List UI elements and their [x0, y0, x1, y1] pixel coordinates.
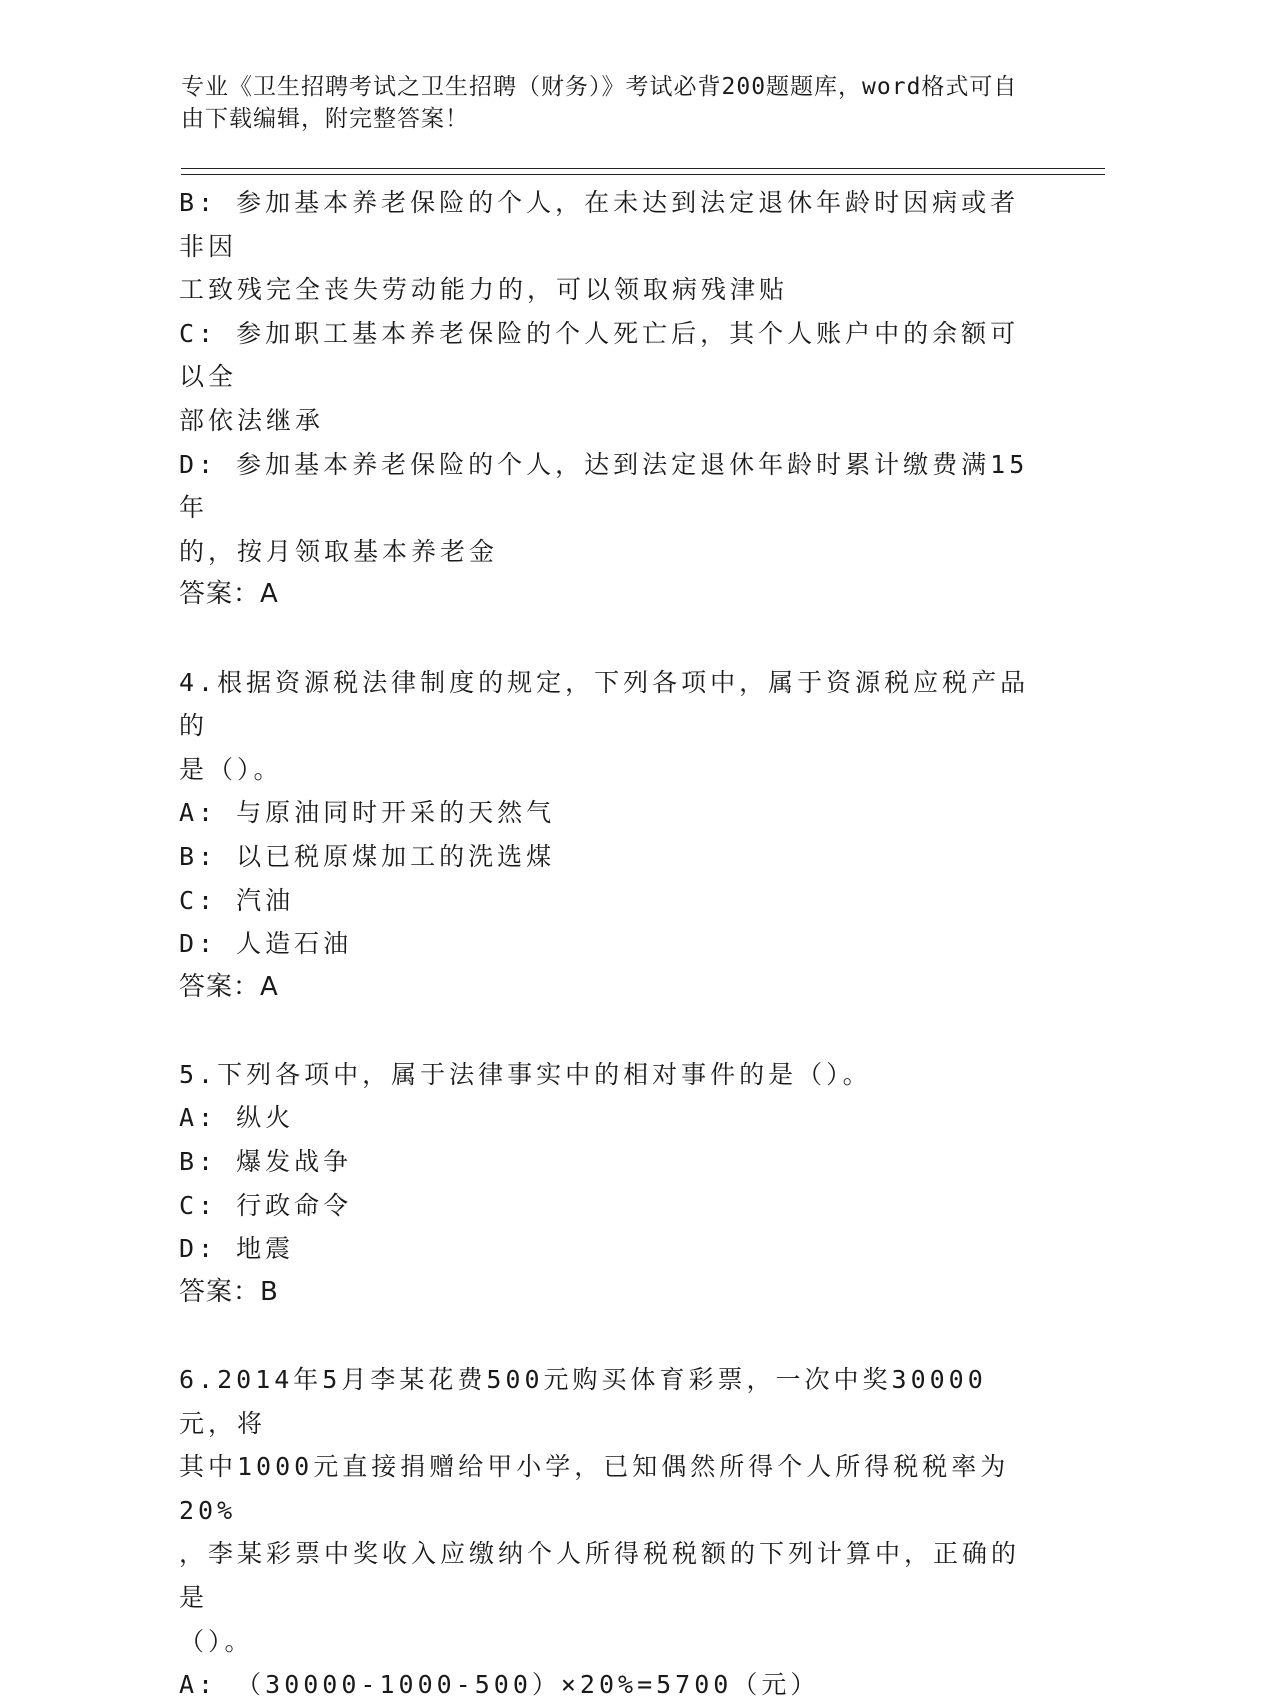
- question-stem: 6.2014年5月李某花费500元购买体育彩票，一次中奖30000元，将: [179, 1365, 987, 1438]
- option-line: 工致残完全丧失劳动能力的，可以领取病残津贴: [179, 275, 789, 305]
- question-stem: 是（）。: [179, 754, 283, 784]
- option-line: B: 以已税原煤加工的洗选煤: [179, 841, 556, 871]
- question-stem: 其中1000元直接捐赠给甲小学，已知偶然所得个人所得税税率为20%: [179, 1452, 1010, 1525]
- option-line: C: 汽油: [179, 885, 295, 915]
- option-line: C: 行政命令: [179, 1190, 353, 1220]
- question-stem: 5.下列各项中，属于法律事实中的相对事件的是（）。: [179, 1059, 872, 1089]
- question-stem: （）。: [179, 1626, 254, 1656]
- spacer: [179, 1009, 1039, 1053]
- header-rule-top: [181, 168, 1105, 169]
- option-line: B: 爆发战争: [179, 1147, 353, 1177]
- option-line: C: 参加职工基本养老保险的个人死亡后，其个人账户中的余额可以全: [179, 318, 1020, 392]
- answer-line: 答案：A: [179, 971, 279, 1002]
- option-line: D: 参加基本养老保险的个人，达到法定退休年龄时累计缴费满15年: [179, 449, 1029, 523]
- answer-line: 答案：A: [179, 579, 279, 610]
- question-block-4: [179, 661, 1039, 1010]
- question-block-6: [179, 1358, 1039, 1707]
- option-line: A: （30000-1000-500）×20%=5700（元）: [179, 1670, 820, 1700]
- spacer: [179, 617, 1039, 661]
- option-line: B: 参加基本养老保险的个人，在未达到法定退休年龄时因病或者非因: [179, 188, 1020, 261]
- answer-line: 答案：B: [179, 1276, 279, 1307]
- option-line: A: 与原油同时开采的天然气: [179, 798, 556, 828]
- question-content: [179, 181, 1039, 1707]
- document-header: 专业《卫生招聘考试之卫生招聘（财务）》考试必背200题题库，word格式可自由下载编辑，附完整答案！: [181, 74, 1018, 132]
- header-rule-bottom: [181, 174, 1105, 175]
- question-stem: ，李某彩票中奖收入应缴纳个人所得税税额的下列计算中，正确的是: [179, 1539, 1021, 1612]
- option-line: D: 人造石油: [179, 929, 353, 959]
- question-stem: 4.根据资源税法律制度的规定，下列各项中，属于资源税应税产品的: [179, 667, 1030, 741]
- option-line: A: 纵火: [179, 1103, 295, 1133]
- question-block-5: [179, 1053, 1039, 1315]
- option-line: D: 地震: [179, 1234, 295, 1264]
- option-line: 的，按月领取基本养老金: [179, 536, 499, 566]
- question-block-3: [179, 181, 1039, 617]
- option-line: 部依法继承: [179, 405, 325, 435]
- spacer: [179, 1314, 1039, 1358]
